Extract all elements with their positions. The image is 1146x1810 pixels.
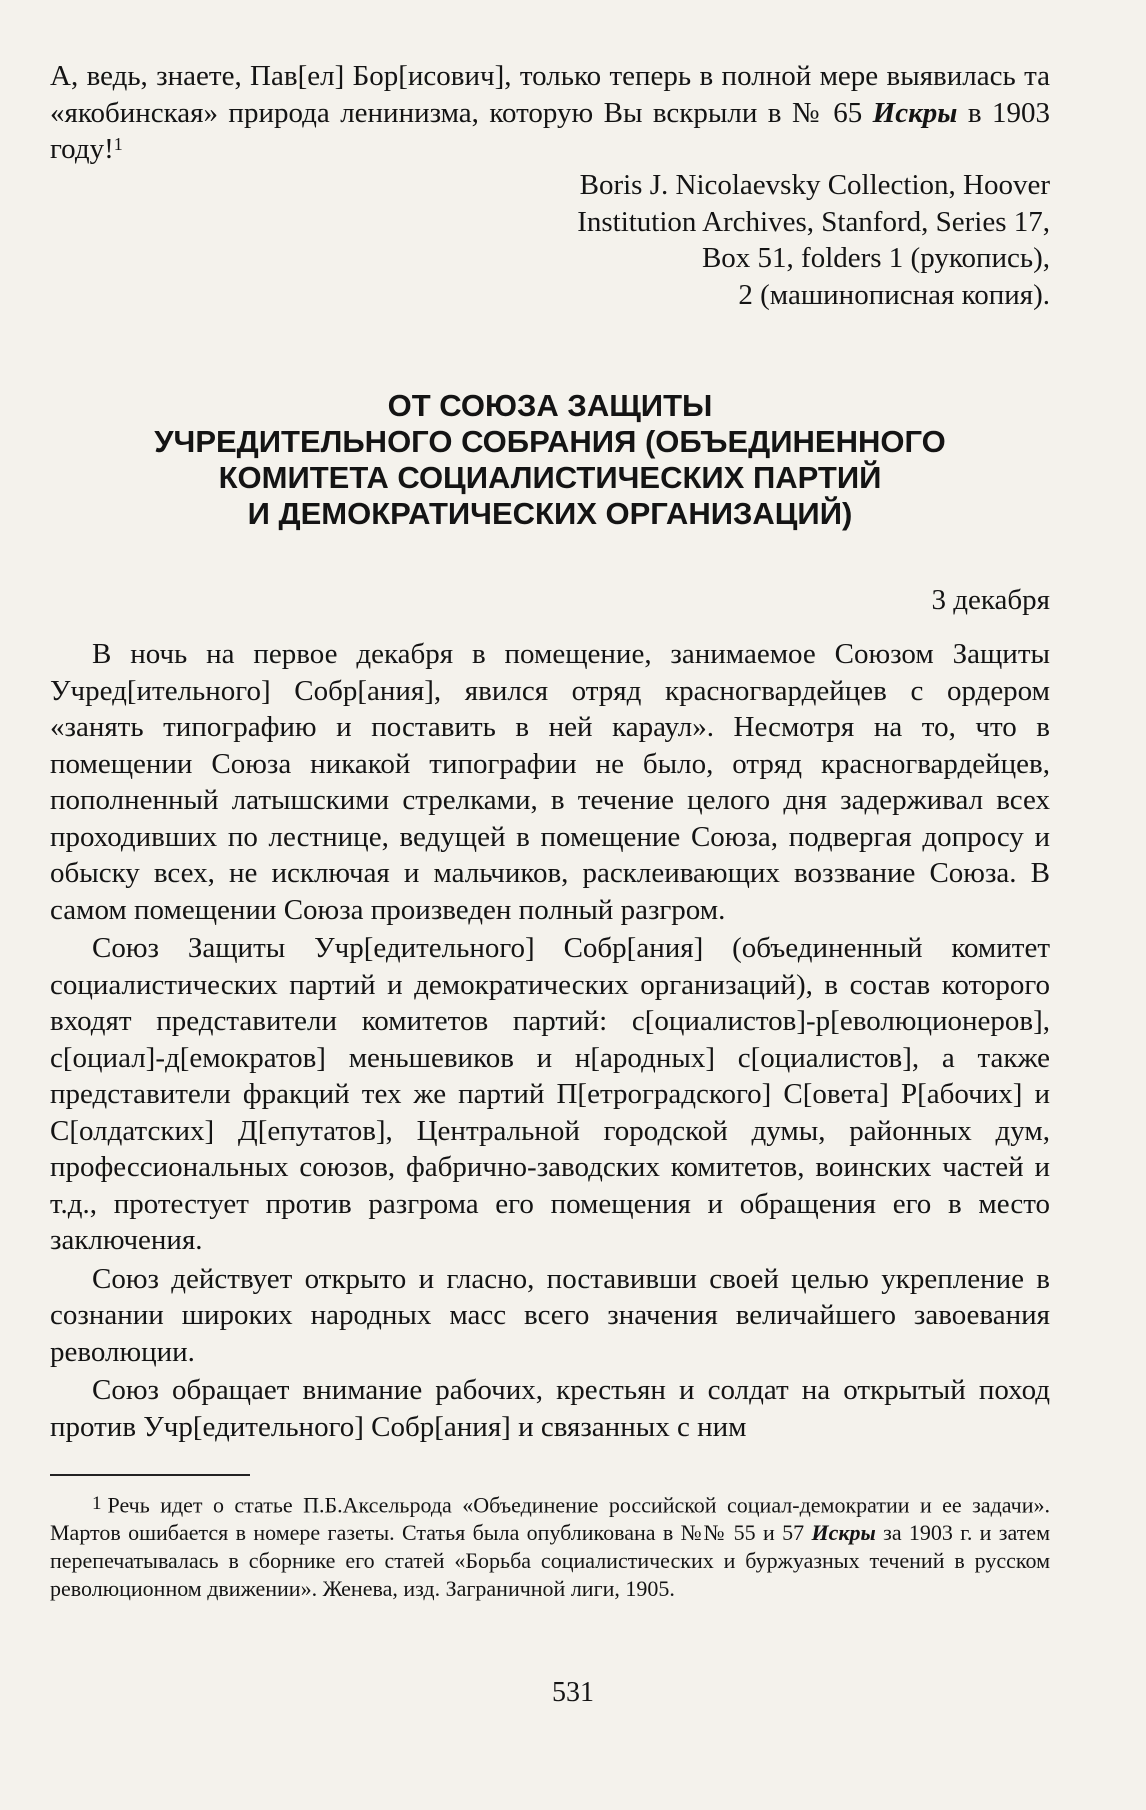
- footnote-text: [50, 1490, 1050, 1603]
- iskra-newspaper-title: Искры: [811, 1520, 876, 1546]
- source-line: Boris J. Nicolaevsky Collection, Hoover: [579, 169, 1050, 201]
- footnote-text-before: Речь идет о статье П.Б.Аксельрода «Объединение российской социал-демократии и ее задачи». Мартов ошибается в номере газеты. Статья была опубликована в №№ 55 и 57: [50, 1492, 1050, 1546]
- source-line: Institution Archives, Stanford, Series 17,: [577, 205, 1050, 238]
- source-line: Box 51, folders 1 (рукопись),: [701, 242, 1050, 274]
- page-number: 531: [552, 1677, 594, 1708]
- footnote-marker: 1: [92, 1493, 102, 1514]
- letter-closing-paragraph: [50, 58, 1050, 168]
- title-line: ОТ СОЮЗА ЗАЩИТЫ: [387, 388, 713, 423]
- letter-text-before: А, ведь, знаете, Пав[ел] Бор[исович], только теперь в полной мере выявилась та «якобинская» природа ленинизма, которую Вы вскрыли в № 65: [50, 60, 1050, 129]
- title-line: И ДЕМОКРАТИЧЕСКИХ ОРГАНИЗАЦИЙ): [247, 496, 853, 531]
- footnote: [50, 1490, 1050, 1603]
- footnote-text-after: за 1903 г. и затем перепечатывалась в сборнике его статей «Борьба социалистических и буржуазных течений в русском революционном движении». Женева, изд. Заграничной лиги, 1905.: [50, 1520, 1050, 1602]
- footnote-divider: [50, 1474, 250, 1476]
- document-date: 3 декабря: [931, 584, 1050, 616]
- document-body: [50, 636, 1050, 1445]
- letter-text-after: в 1903 году!: [50, 96, 1050, 165]
- body-paragraph: В ночь на первое декабря в помещение, занимаемое Союзом Защиты Учред[ительного] Собр[ания], явился отряд красногвардейцев с ордером «занять типографию и поставить в ней караул». Несмотря на то, что в помещении Союза никакой типографии не было, отряд красногвардейцев, пополненный латышскими стрелками, в течение целого дня задерживал всех проходивших по лестнице, ведущей в помещение Союза, подвергая допросу и обыску всех, не исключая и мальчиков, расклеивающих воззвание Союза. В самом помещении Союза произведен полный разгром.: [50, 638, 1050, 926]
- footnote-reference: 1: [113, 133, 123, 154]
- title-line: КОМИТЕТА СОЦИАЛИСТИЧЕСКИХ ПАРТИЙ: [218, 460, 882, 495]
- body-paragraph: Союз действует открыто и гласно, поставивши своей целью укрепление в сознании широких народных масс всего значения величайшего завоевания революции.: [50, 1262, 1050, 1368]
- body-paragraph: Союз обращает внимание рабочих, крестьян и солдат на открытый поход против Учр[едительного] Собр[ания] и связанных с ним: [50, 1374, 1050, 1443]
- source-line: 2 (машинописная копия).: [738, 278, 1050, 311]
- archive-source-citation: [350, 167, 1050, 313]
- document-title: [50, 388, 1050, 532]
- iskra-newspaper-title: Искры: [872, 96, 958, 129]
- title-line: УЧРЕДИТЕЛЬНОГО СОБРАНИЯ (ОБЪЕДИНЕННОГО: [154, 424, 946, 459]
- body-paragraph: Союз Защиты Учр[едительного] Собр[ания] (объединенный комитет социалистических партий и демократических организаций), в состав которого входят представители комитетов партий: с[оциалистов]-р[еволюционеров], с[оциал]-д[емократов] меньшевиков и н[ародных] с[оциалистов], а также представители фракций тех же партий П[етроградского] С[овета] Р[абочих] и С[олдатских] Д[епутатов], Центральной городской думы, районных дум, профессиональных союзов, фабрично-заводских комитетов, воинских частей и т.д., протестует против разгрома его помещения и обращения его в место заключения.: [50, 932, 1050, 1256]
